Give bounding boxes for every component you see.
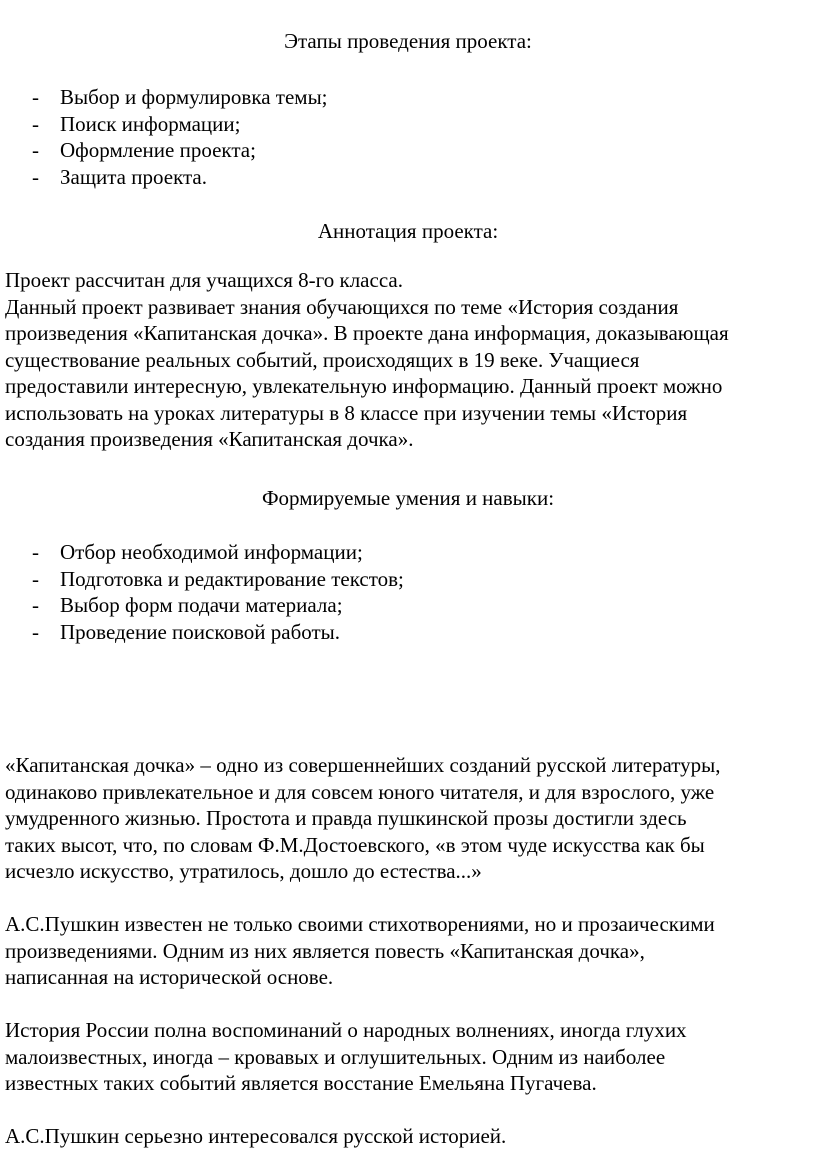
body-paragraph-4: А.С.Пушкин серьезно интересовался русской историей. (5, 1124, 507, 1148)
list-item (5, 164, 811, 191)
list-item (5, 566, 811, 593)
skills-heading: Формируемые умения и навыки: (261, 486, 555, 510)
dash-bullet: - (32, 540, 39, 564)
dash-bullet: - (32, 138, 39, 162)
stage-item-text: Поиск информации; (60, 111, 241, 136)
body-paragraph-2: А.С.Пушкин известен не только своими стихотворениями, но и прозаическими произведениями. Одним из них является повесть «Капитанская дочка», написанная на исторической основе. (5, 912, 715, 989)
list-item (5, 84, 811, 111)
dash-bullet: - (32, 619, 39, 644)
dash-bullet: - (32, 111, 39, 136)
stages-list (5, 84, 811, 190)
dash-bullet: - (32, 164, 39, 189)
list-item (5, 111, 811, 138)
dash-bullet: - (32, 593, 39, 617)
skill-item-text: Выбор форм подачи материала; (60, 593, 343, 617)
list-item (5, 619, 811, 646)
body-paragraph-1: «Капитанская дочка» – одно из совершеннейших созданий русской литературы, одинаково привлекательное и для совсем юного читателя, и для взрослого, уже умудренного жизнью. Простота и правда пушкинской прозы достигли здесь таких высот, что, по словам Ф.М.Достоевского, «в этом чуде искусства как бы исчезло искусство, утратилось, дошло до естества...» (5, 753, 721, 883)
dash-bullet: - (32, 566, 39, 591)
stages-heading: Этапы проведения проекта: (284, 29, 532, 53)
list-item (5, 539, 811, 566)
stage-item-text: Выбор и формулировка темы; (60, 85, 328, 109)
skill-item-text: Проведение поисковой работы. (60, 619, 341, 644)
annotation-heading: Аннотация проекта: (317, 219, 499, 243)
skill-item-text: Отбор необходимой информации; (60, 540, 363, 564)
body-paragraph-3: История России полна воспоминаний о народных волнениях, иногда глухих малоизвестных, иногда – кровавых и оглушительных. Одним из наиболее известных таких событий является восстание Емельяна Пугачева. (5, 1018, 687, 1095)
stage-item-text: Защита проекта. (60, 164, 207, 189)
dash-bullet: - (32, 85, 39, 109)
skill-item-text: Подготовка и редактирование текстов; (60, 566, 404, 591)
list-item (5, 137, 811, 164)
list-item (5, 592, 811, 619)
annotation-text: Проект рассчитан для учащихся 8-го класса. Данный проект развивает знания обучающихся по теме «История создания произведения «Капитанская дочка». В проекте дана информация, доказывающая существование реальных событий, происходящих в 19 веке. Учащиеся предоставили интересную, увлекательную информацию. Данный проект можно использовать на уроках литературы в 8 классе при изучении темы «История создания произведения «Капитанская дочка». (5, 268, 729, 451)
stage-item-text: Оформление проекта; (60, 138, 256, 162)
skills-list (5, 539, 811, 645)
